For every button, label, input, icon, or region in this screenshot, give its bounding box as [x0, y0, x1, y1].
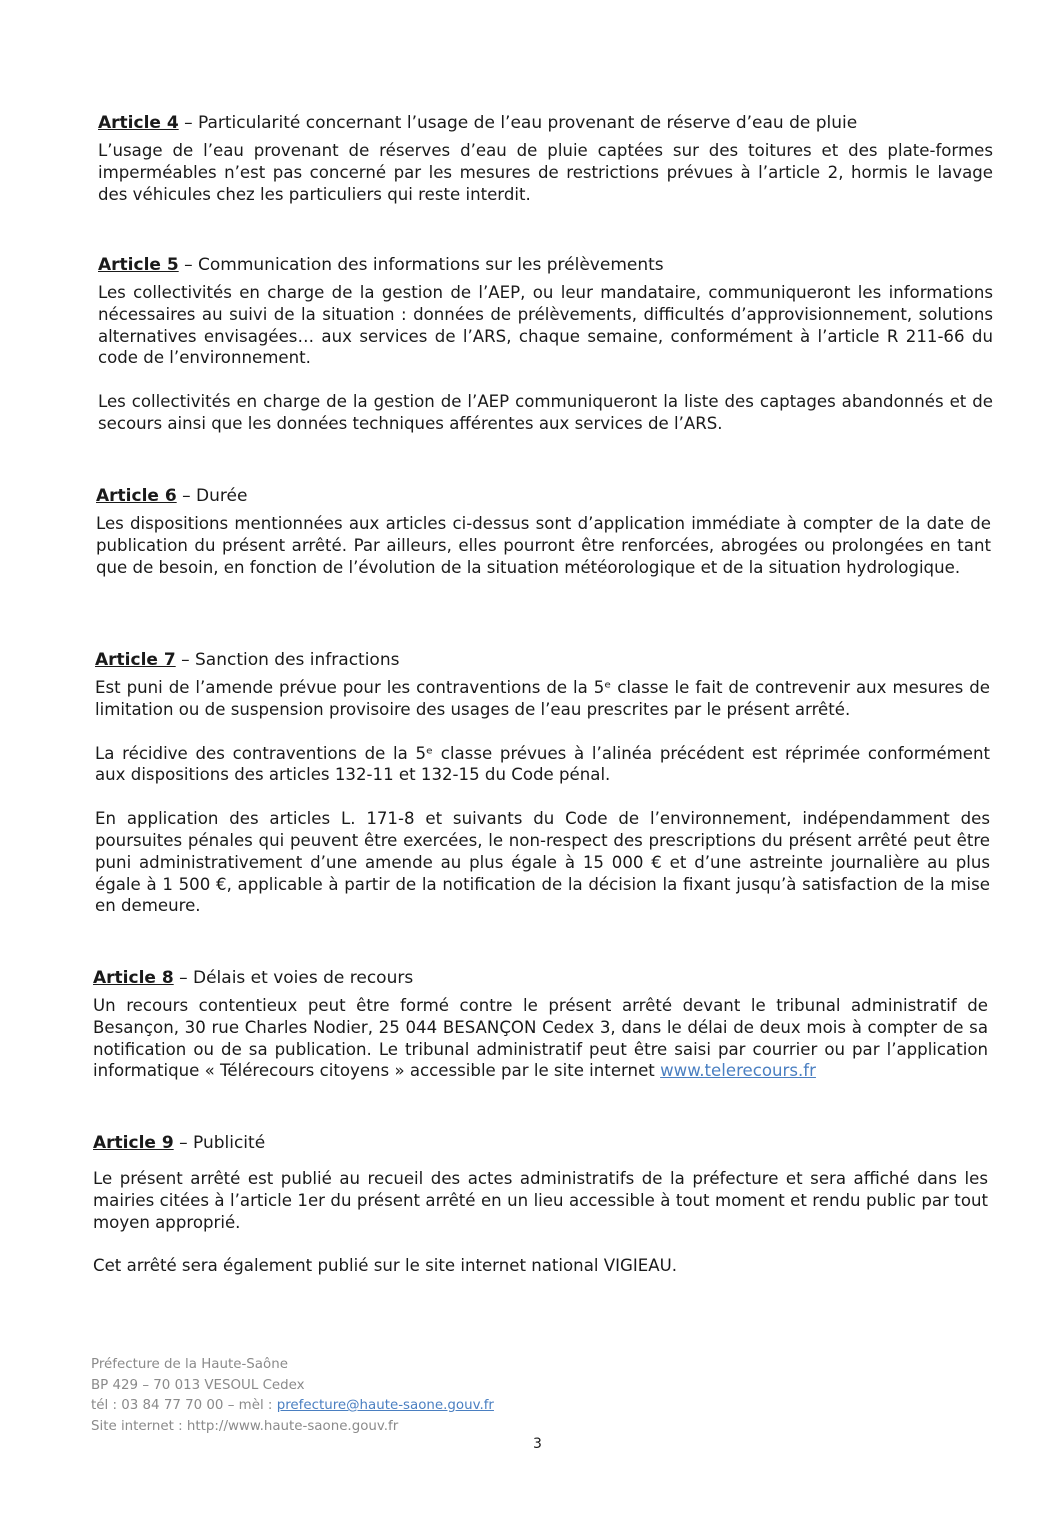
footer-phone: tél : 03 84 77 70 00 – mèl :	[91, 1398, 273, 1413]
article-title: Particularité concernant l’usage de l’eau provenant de réserve d’eau de pluie	[198, 113, 858, 133]
article-number: Article 4	[98, 113, 179, 133]
article-number: Article 6	[96, 486, 177, 506]
article-heading: Article 5 – Communication des informations sur les prélèvements	[98, 255, 664, 275]
article-number: Article 8	[93, 968, 174, 988]
telerecours-link[interactable]: www.telerecours.fr	[660, 1061, 816, 1081]
footer-prefecture: Préfecture de la Haute-Saône	[91, 1357, 288, 1372]
article-heading: Article 8 – Délais et voies de recours	[93, 968, 414, 988]
article-paragraph: L’usage de l’eau provenant de réserves d’eau de pluie captées sur des toitures et des plate-formes imperméables n’est pas concerné par les mesures de restrictions prévues à l’article 2, hormis le lavage des véhicules chez les particuliers qui reste interdit.	[98, 141, 993, 204]
article-heading: Article 7 – Sanction des infractions	[95, 650, 400, 670]
article-paragraph: Les collectivités en charge de la gestion de l’AEP, ou leur mandataire, communiqueront les informations nécessaires au suivi de la situation : données de prélèvements, difficultés d’approvisionnement, solutions alternatives envisagées… aux services de l’ARS, chaque semaine, conformément à l’article R 211-66 du code de l’environnement.	[98, 283, 993, 368]
article-5	[98, 254, 993, 435]
article-title: Durée	[196, 486, 248, 506]
article-number: Article 7	[95, 650, 176, 670]
article-paragraph	[93, 995, 988, 1082]
article-7	[95, 649, 990, 917]
article-heading: Article 6 – Durée	[96, 486, 248, 506]
footer-website: Site internet : http://www.haute-saone.gouv.fr	[91, 1418, 399, 1434]
footer-email-link[interactable]: prefecture@haute-saone.gouv.fr	[276, 1398, 494, 1413]
footer	[91, 1355, 494, 1437]
article-paragraph: En application des articles L. 171-8 et suivants du Code de l’environnement, indépendamment des poursuites pénales qui peuvent être exercées, le non-respect des prescriptions du présent arrêté peut être puni administrativement d’une amende au plus égale à 15 000 € et d’une astreinte journalière au plus égale à 1 500 €, applicable à partir de la notification de la décision la fixant jusqu’à satisfaction de la mise en demeure.	[95, 809, 990, 916]
article-4	[98, 112, 993, 205]
article-9	[93, 1132, 988, 1277]
article-8	[93, 967, 988, 1082]
article-6	[96, 485, 991, 578]
article-paragraph: La récidive des contraventions de la 5ᵉ classe prévues à l’alinéa précédent est réprimée conformément aux dispositions des articles 132-11 et 132-15 du Code pénal.	[95, 743, 990, 785]
article-title: Communication des informations sur les prélèvements	[198, 255, 664, 275]
article-paragraph: Les collectivités en charge de la gestion de l’AEP communiqueront la liste des captages abandonnés et de secours ainsi que les données techniques afférentes aux services de l’ARS.	[98, 392, 993, 433]
page-number: 3	[533, 1436, 542, 1452]
footer-address: BP 429 – 70 013 VESOUL Cedex	[91, 1377, 305, 1393]
article-number: Article 5	[98, 255, 179, 275]
footer-contact	[91, 1396, 494, 1417]
article-paragraph: Cet arrêté sera également publié sur le site internet national VIGIEAU.	[93, 1256, 677, 1276]
article-heading: Article 9 – Publicité	[93, 1133, 266, 1153]
article-number: Article 9	[93, 1133, 174, 1153]
article-heading: Article 4 – Particularité concernant l’usage de l’eau provenant de réserve d’eau de pluie	[98, 113, 858, 133]
article-title: Délais et voies de recours	[193, 968, 414, 988]
article-title: Sanction des infractions	[195, 650, 400, 670]
article-paragraph-text: Un recours contentieux peut être formé contre le présent arrêté devant le tribunal administratif de Besançon, 30 rue Charles Nodier, 25 044 BESANÇON Cedex 3, dans le délai de deux mois à compter de sa notification ou de sa publication. Le tribunal administratif peut être saisi par courrier ou par l’application informatique « Télérecours citoyens » accessible par le site internet	[93, 996, 988, 1081]
article-paragraph: Les dispositions mentionnées aux articles ci-dessus sont d’application immédiate à compter de la date de publication du présent arrêté. Par ailleurs, elles pourront être renforcées, abrogées ou prolongées en tant que de besoin, en fonction de l’évolution de la situation météorologique et de la situation hydrologique.	[96, 514, 991, 577]
article-title: Publicité	[193, 1133, 266, 1153]
article-paragraph: Le présent arrêté est publié au recueil des actes administratifs de la préfecture et sera affiché dans les mairies citées à l’article 1er du présent arrêté en un lieu accessible à tout moment et rendu public par tout moyen approprié.	[93, 1169, 988, 1232]
article-paragraph: Est puni de l’amende prévue pour les contraventions de la 5ᵉ classe le fait de contrevenir aux mesures de limitation ou de suspension provisoire des usages de l’eau prescrites par le présent arrêté.	[95, 678, 990, 719]
